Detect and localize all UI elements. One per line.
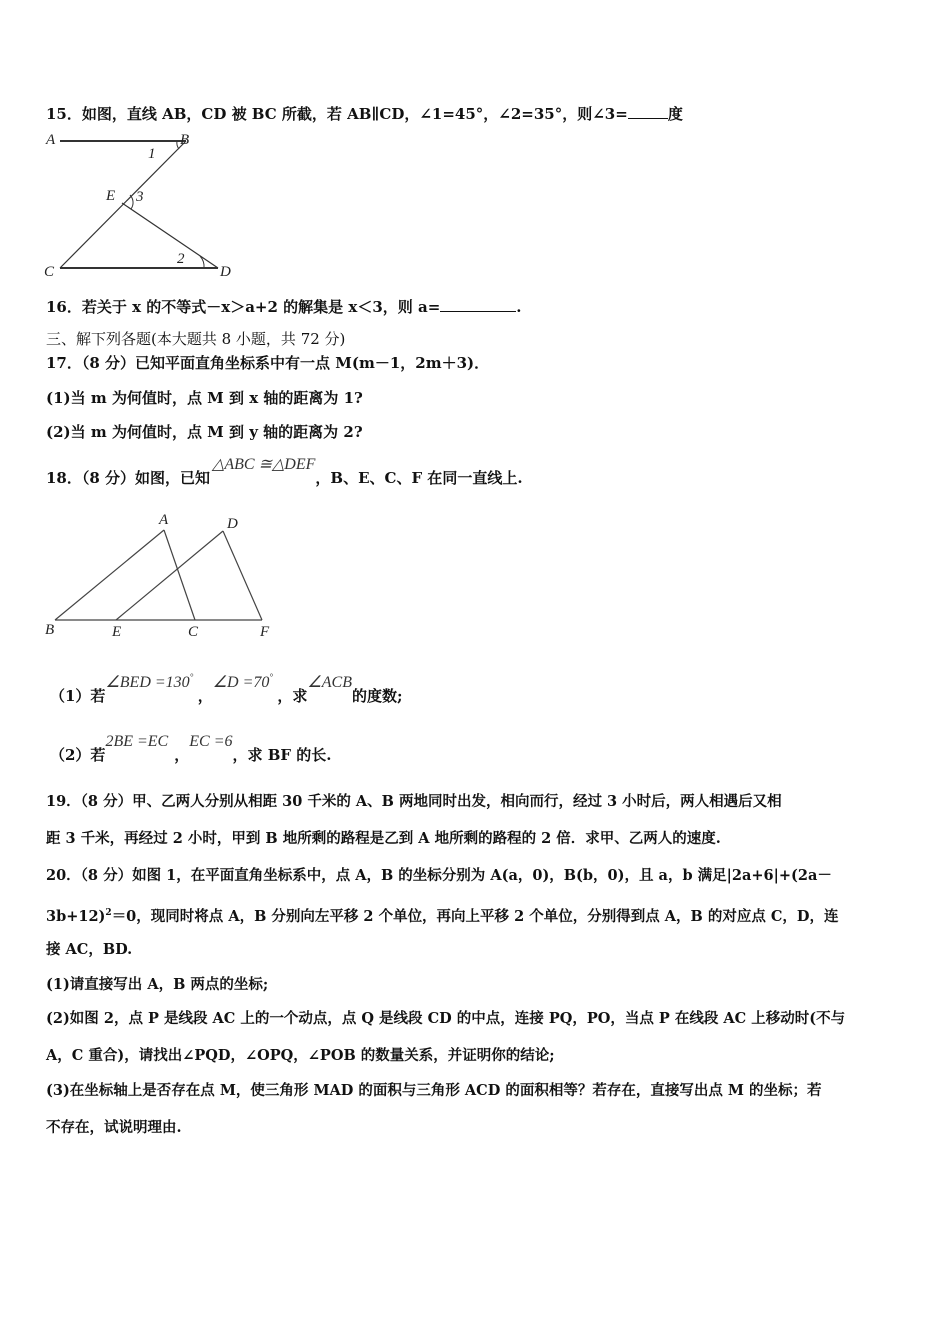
q20-part2-line1: (2)如图 2，点 P 是线段 AC 上的一个动点，点 Q 是线段 CD 的中点，连接 PQ，PO，当点 P 在线段 AC 上移动时(不与 xyxy=(46,1010,846,1027)
line-bc xyxy=(60,141,186,268)
q18-p2-formula2: EC =6 xyxy=(189,733,233,750)
q15-suffix: 度 xyxy=(667,105,683,123)
label-e: E xyxy=(112,624,122,640)
line-ba xyxy=(55,530,164,620)
q18-p1-suffix: 的度数; xyxy=(351,687,403,705)
q18-figure xyxy=(40,510,290,645)
angle1-arc xyxy=(177,141,179,149)
q18-formula: △ABC ≅△DEF xyxy=(212,456,316,473)
q18-p1-prefix: （1）若 xyxy=(50,687,106,705)
q15-text: 15．如图，直线 AB，CD 被 BC 所截，若 AB∥CD，∠1=45°，∠2=35°，则∠3= xyxy=(46,105,628,123)
label-e: E xyxy=(106,188,116,204)
q20-exponent: 2 xyxy=(105,908,112,918)
q20-part1: (1)请直接写出 A，B 两点的坐标; xyxy=(46,976,269,993)
q18-p2-prefix: （2）若 xyxy=(50,746,106,764)
q18-p1-f2-text: ∠D =70 xyxy=(212,674,270,691)
label-b: B xyxy=(45,622,55,638)
q18-p1-formula2 xyxy=(212,672,274,693)
q18-part1 xyxy=(50,672,403,707)
label-d: D xyxy=(220,264,231,280)
q20-line2 xyxy=(46,903,839,927)
q18-p1-f1-text: ∠BED =130 xyxy=(105,674,190,691)
label-angle2: 2 xyxy=(177,251,185,267)
q16-stem xyxy=(46,295,522,317)
q20-line2-post: ＝0，现同时将点 A，B 分别向左平移 2 个单位，再向上平移 2 个单位，分别得到点 A，B 的对应点 C，D，连 xyxy=(111,907,839,925)
label-f: F xyxy=(260,624,270,640)
label-b: B xyxy=(180,132,190,148)
q18-p2-formula1: 2BE =EC xyxy=(105,733,169,750)
q15-figure xyxy=(40,128,250,282)
line-ed xyxy=(122,203,218,268)
q15-stem xyxy=(46,102,683,124)
q20-line1: 20．（8 分）如图 1，在平面直角坐标系中，点 A，B 的坐标分别为 A(a，0)，B(b，0)，且 a，b 满足|2a+6|+(2a－ xyxy=(46,867,832,884)
q20-part2-line2: A，C 重合)，请找出∠PQD，∠OPQ，∠POB 的数量关系，并证明你的结论; xyxy=(46,1047,555,1064)
q17-title: 17．（8 分）已知平面直角坐标系中有一点 M(m－1，2m＋3)． xyxy=(46,354,490,372)
q20-line3: 接 AC，BD. xyxy=(46,941,133,958)
q18-p1-formula1 xyxy=(105,672,194,693)
q19-line1: 19．（8 分）甲、乙两人分别从相距 30 千米的 A、B 两地同时出发，相向而行，经过 3 小时后，两人相遇后又相 xyxy=(46,793,782,810)
q20-part3-line1: (3)在坐标轴上是否存在点 M，使三角形 MAD 的面积与三角形 ACD 的面积相等？若存在，直接写出点 M 的坐标；若 xyxy=(46,1082,822,1099)
label-d: D xyxy=(227,516,238,532)
q16-suffix: . xyxy=(516,298,522,316)
q16-text: 16．若关于 x 的不等式－x＞a+2 的解集是 x＜3，则 a= xyxy=(46,298,441,316)
label-c: C xyxy=(188,624,199,640)
q18-prefix: 18．（8 分）如图，已知 xyxy=(46,469,211,487)
degree-mark: ° xyxy=(189,672,194,682)
line-df xyxy=(223,531,262,620)
q18-p1-sep2: ，求 xyxy=(277,687,308,705)
q17-part1: (1)当 m 为何值时，点 M 到 x 轴的距离为 1? xyxy=(46,389,363,407)
section3-title: 三、解下列各题(本大题共 8 小题，共 72 分) xyxy=(46,330,346,348)
q19-line2: 距 3 千米，再经过 2 小时，甲到 B 地所剩的路程是乙到 A 地所剩的路程的 2 倍．求甲、乙两人的速度. xyxy=(46,830,721,847)
q17-part2: (2)当 m 为何值时，点 M 到 y 轴的距离为 2? xyxy=(46,423,363,441)
q16-answer-blank xyxy=(440,295,516,312)
q18-p2-sep: ， xyxy=(174,746,190,764)
q18-part2 xyxy=(50,733,332,766)
degree-mark: ° xyxy=(269,672,274,682)
q18-p1-formula3: ∠ACB xyxy=(307,674,352,691)
q18-p2-suffix: ，求 BF 的长. xyxy=(232,746,332,764)
q18-stem xyxy=(46,456,523,489)
q20-line2-pre: 3b+12) xyxy=(46,907,106,925)
line-ac xyxy=(164,530,195,620)
label-a: A xyxy=(159,512,169,528)
q20-part3-line2: 不存在，试说明理由. xyxy=(46,1119,182,1136)
q15-answer-blank xyxy=(628,102,668,119)
q18-suffix: ，B、E、C、F 在同一直线上. xyxy=(315,469,523,487)
label-angle1: 1 xyxy=(148,146,156,162)
label-a: A xyxy=(46,132,56,148)
label-angle3: 3 xyxy=(136,189,144,205)
label-c: C xyxy=(44,264,55,280)
q18-p1-sep1: ， xyxy=(197,687,213,705)
